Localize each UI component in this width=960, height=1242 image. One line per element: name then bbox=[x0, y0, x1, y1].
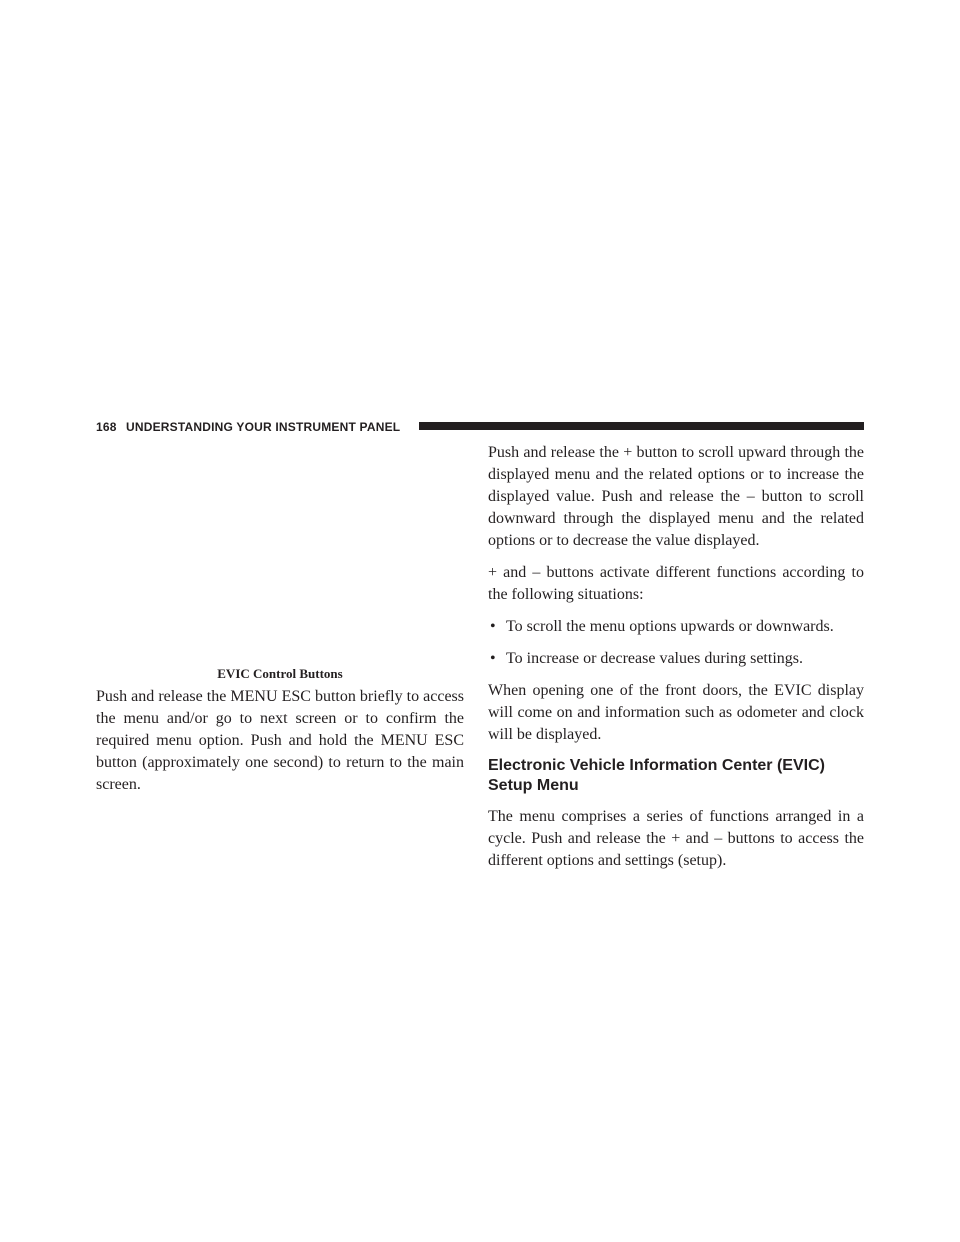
header-rule bbox=[419, 422, 864, 430]
body-paragraph: Push and release the + button to scroll upward through the displayed menu and the related options or to increase the displayed value. Push and release the – button to scroll downward through the displayed menu and the related options or to decrease the value displayed. bbox=[488, 444, 864, 549]
bullet-text: To scroll the menu options upwards or downwards. bbox=[506, 618, 834, 635]
bullet-item bbox=[488, 616, 864, 638]
body-paragraph: + and – buttons activate different functions according to the following situations: bbox=[488, 564, 864, 603]
left-column bbox=[96, 686, 464, 806]
bullet-icon: • bbox=[490, 618, 496, 635]
section-heading: Electronic Vehicle Information Center (EVIC) Setup Menu bbox=[488, 757, 825, 794]
page-header bbox=[96, 420, 864, 434]
bullet-item bbox=[488, 648, 864, 670]
bullet-icon: • bbox=[490, 650, 496, 667]
bullet-text: To increase or decrease values during settings. bbox=[506, 650, 803, 667]
body-paragraph: When opening one of the front doors, the EVIC display will come on and information such as odometer and clock will be displayed. bbox=[488, 682, 864, 743]
page-number: 168 bbox=[96, 420, 117, 434]
section-title: UNDERSTANDING YOUR INSTRUMENT PANEL bbox=[126, 420, 401, 434]
body-paragraph: Push and release the MENU ESC button briefly to access the menu and/or go to next screen or to confirm the required menu option. Push and hold the MENU ESC button (approximately one second) to return to the main screen. bbox=[96, 688, 464, 793]
body-paragraph: The menu comprises a series of functions arranged in a cycle. Push and release the + and – buttons to access the different options and settings (setup). bbox=[488, 808, 864, 869]
right-column bbox=[488, 442, 864, 882]
figure-caption: EVIC Control Buttons bbox=[217, 666, 343, 681]
